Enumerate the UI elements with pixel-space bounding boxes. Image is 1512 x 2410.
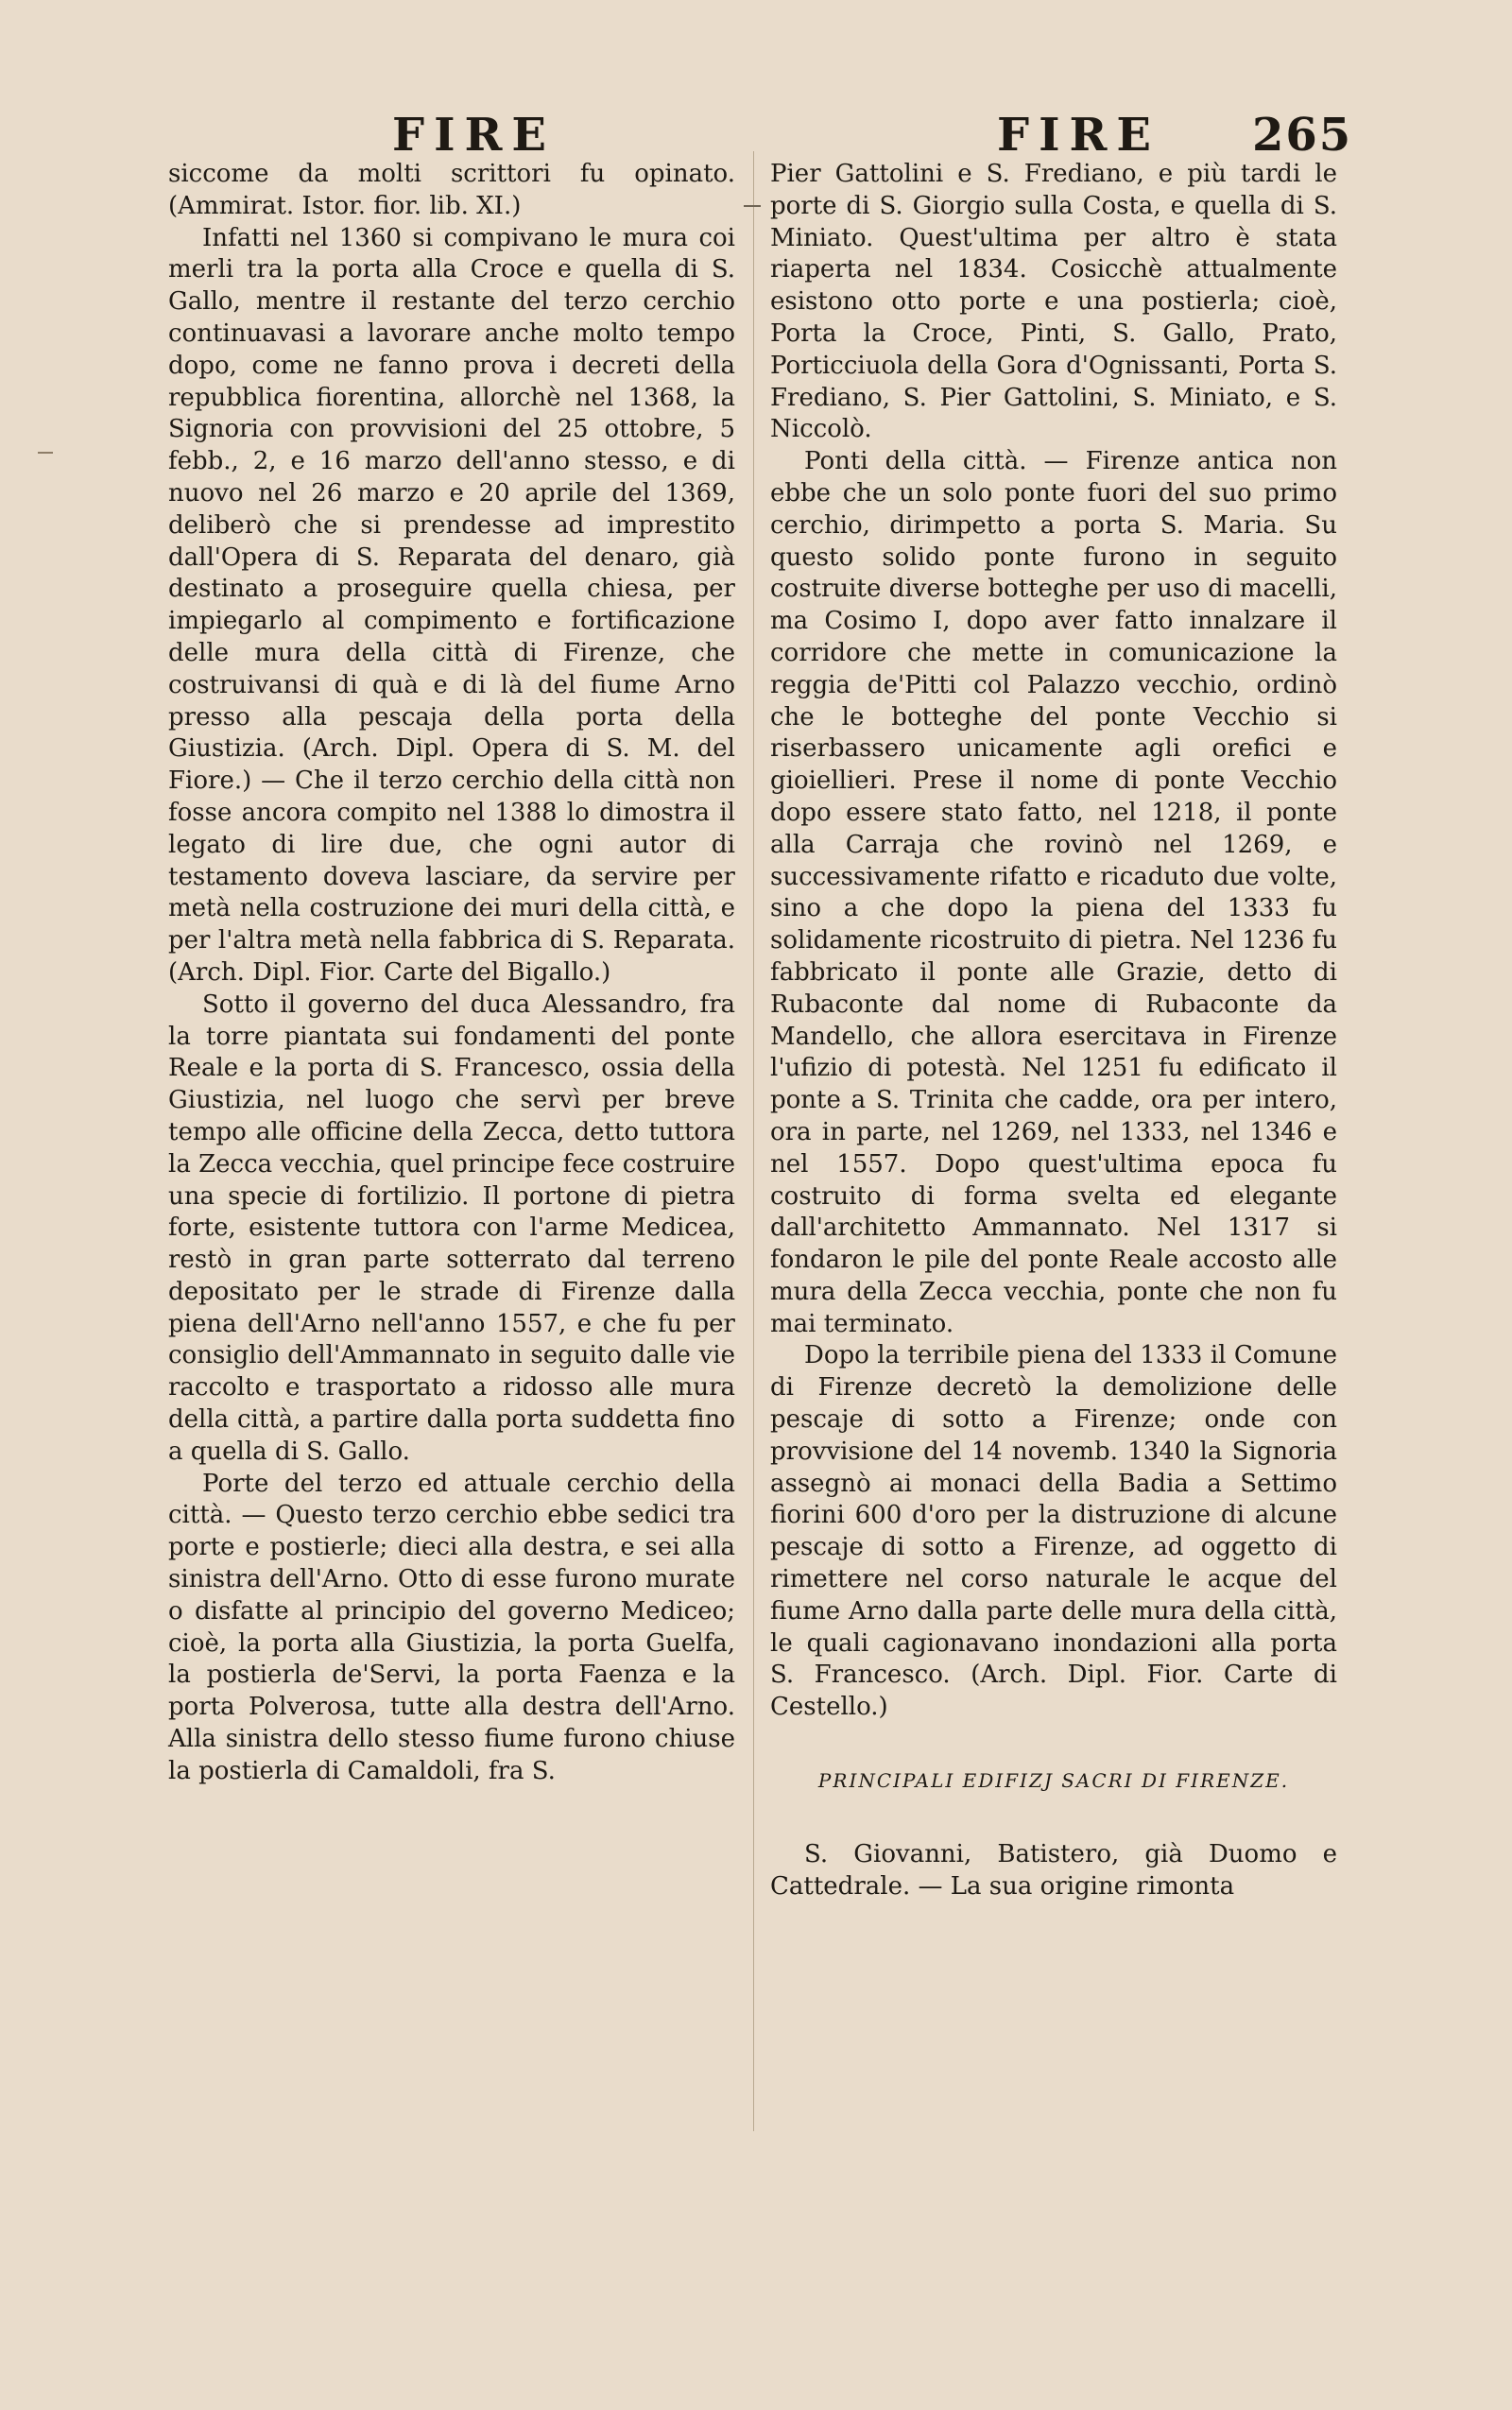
left-paragraph-4: Porte del terzo ed attuale cerchio della città. — Questo terzo cerchio ebbe sedici tra porte e postierle; dieci alla destra, e sei alla sinistra dell'Arno. Otto di esse furono murate o disfatte al principio del governo Mediceo; cioè, la porta alla Giustizia, la porta Guelfa, la postierla de'Servi, la porta Faenza e la porta Polverosa, tutte alla destra dell'Arno. Alla sinistra dello stesso fiume furono chiuse la postierla di Camaldoli, fra S. [168,1469,735,1785]
left-running-head: FIRE [392,109,557,162]
margin-mark [38,452,53,454]
left-paragraph-1: siccome da molti scrittori fu opinato. (Ammirat. Istor. fior. lib. XI.) [168,160,735,220]
right-running-head: FIRE [997,109,1161,162]
section-heading: PRINCIPALI EDIFIZJ SACRI DI FIRENZE. [817,1769,1290,1793]
right-text-column [770,159,1337,1902]
right-paragraph-2: Ponti della città. — Firenze antica non ebbe che un solo ponte fuori del suo primo cerchio, dirimpetto a porta S. Maria. Su questo solido ponte furono in seguito costruite diverse botteghe per uso di macelli, ma Cosimo I, dopo aver fatto innalzare il corridore che mette in comunicazione la reggia de'Pitti col Palazzo vecchio, ordinò che le botteghe del ponte Vecchio si riserbassero unicamente agli orefici e gioiellieri. Prese il nome di ponte Vecchio dopo essere stato fatto, nel 1218, il ponte alla Carraja che rovinò nel 1269, e successivamente rifatto e ricaduto due volte, sino a che dopo la piena del 1333 fu solidamente ricostruito di pietra. Nel 1236 fu fabbricato il ponte alle Grazie, detto di Rubaconte dal nome di Rubaconte da Mandello, che allora esercitava in Firenze l'ufizio di potestà. Nel 1251 fu edificato il ponte a S. Trinita che cadde, ora per intero, ora in parte, nel 1269, nel 1333, nel 1346 e nel 1557. Dopo quest'ultima epoca fu costruito di forma svelta ed elegante dall'architetto Ammannato. Nel 1317 si fondaron le pile del ponte Reale accosto alle mura della Zecca vecchia, ponte che non fu mai terminato. [770,447,1337,1338]
right-paragraph-4: S. Giovanni, Batistero, già Duomo e Cattedrale. — La sua origine rimonta [770,1839,1337,1901]
left-text-column [168,159,735,1788]
column-divider [753,151,754,2131]
page-number: 265 [1252,109,1353,162]
scan-tick-mark [744,205,761,207]
left-paragraph-3: Sotto il governo del duca Alessandro, fra la torre piantata sui fondamenti del ponte Reale e la porta di S. Francesco, ossia della Giustizia, nel luogo che servì per breve tempo alle officine della Zecca, detto tuttora la Zecca vecchia, quel principe fece costruire una specie di fortilizio. Il portone di pietra forte, esistente tuttora con l'arme Medicea, restò in gran parte sotterrato dal terreno depositato per le strade di Firenze dalla piena dell'Arno nell'anno 1557, e che fu per consiglio dell'Ammannato in seguito dalle vie raccolto e trasportato a ridosso alle mura della città, a partire dalla porta suddetta fino a quella di S. Gallo. [168,990,735,1466]
right-paragraph-1: Pier Gattolini e S. Frediano, e più tardi le porte di S. Giorgio sulla Costa, e quella di S. Miniato. Quest'ultima per altro è stata riaperta nel 1834. Cosicchè attualmente esistono otto porte e una postierla; cioè, Porta la Croce, Pinti, S. Gallo, Prato, Porticciuola della Gora d'Ognissanti, Porta S. Frediano, S. Pier Gattolini, S. Miniato, e S. Niccolò. [770,160,1337,444]
left-paragraph-2: Infatti nel 1360 si compivano le mura coi merli tra la porta alla Croce e quella di S. Gallo, mentre il restante del terzo cerchio continuavasi a lavorare anche molto tempo dopo, come ne fanno prova i decreti della repubblica fiorentina, allorchè nel 1368, la Signoria con provvisioni del 25 ottobre, 5 febb., 2, e 16 marzo dell'anno stesso, e di nuovo nel 26 marzo e 20 aprile del 1369, deliberò che si prendesse ad imprestito dall'Opera di S. Reparata del denaro, già destinato a proseguire quella chiesa, per impiegarlo al compimento e fortificazione delle mura della città di Firenze, che costruivansi di quà e di là del fiume Arno presso alla pescaja della porta della Giustizia. (Arch. Dipl. Opera di S. M. del Fiore.) — Che il terzo cerchio della città non fosse ancora compito nel 1388 lo dimostra il legato di lire due, che ogni autor di testamento doveva lasciare, da servire per metà nella costruzione dei muri della città, e per l'altra metà nella fabbrica di S. Reparata. (Arch. Dipl. Fior. Carte del Bigallo.) [168,223,735,987]
right-paragraph-3: Dopo la terribile piena del 1333 il Comune di Firenze decretò la demolizione delle pescaje di sotto a Firenze; onde con provvisione del 14 novemb. 1340 la Signoria assegnò ai monaci della Badia a Settimo fiorini 600 d'oro per la distruzione di alcune pescaje di sotto a Firenze, ad oggetto di rimettere nel corso naturale le acque del fiume Arno dalla parte delle mura della città, le quali cagionavano inondazioni alla porta S. Francesco. (Arch. Dipl. Fior. Carte di Cestello.) [770,1341,1337,1722]
